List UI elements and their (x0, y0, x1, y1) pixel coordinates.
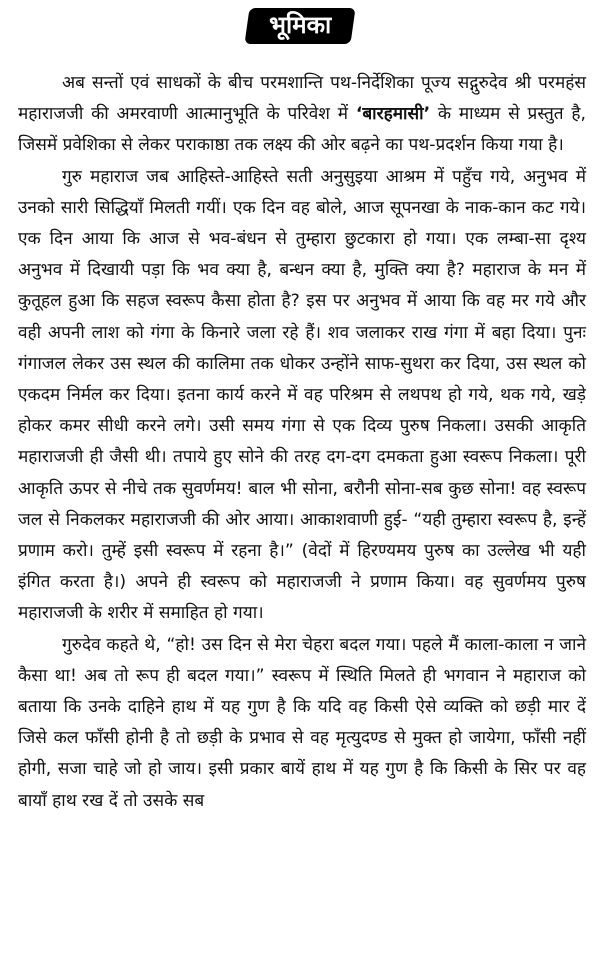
paragraph-intro-end: के माध्यम से प्रस्तुत है, जिसमें प्रवेशिका से लेकर पराकाष्ठा तक लक्ष्य की ओर बढ़ने का पथ-प्रदर्शन किया गया है। (18, 104, 586, 156)
page-title: भूमिका (269, 11, 332, 39)
paragraph-intro-start: अब सन्तों एवं साधकों के बीच परमशान्ति पथ-निर्देशिका पूज्य सद्गुरुदेव श्री परमहंस महाराजजी की अमरवाणी आत्मानुभूति के परिवेश में (18, 73, 586, 125)
bold-title-barahmasi: ‘बारहमासी’ (355, 104, 431, 125)
paragraph-experience: गुरु महाराज जब आहिस्ते-आहिस्ते सती अनुसुइया आश्रम में पहुँच गये, अनुभव में उनको सारी सिद्धियाँ मिलती गयीं। एक दिन वह बोले, आज सूपनखा के नाक-कान कट गये। एक दिन आया कि आज से भव-बंधन से तुम्हारा छुटकारा हो गया। एक लम्बा-सा दृश्य अनुभव में दिखायी पड़ा कि भव क्या है, बन्धन क्या है, मुक्ति क्या है? महाराज के मन में कुतूहल हुआ कि सहज स्वरूप कैसा होता है? इस पर अनुभव में आया कि वह मर गये और वही अपनी लाश को गंगा के किनारे जला रहे हैं। शव जलाकर राख गंगा में बहा दिया। पुनः गंगाजल लेकर उस स्थल की कालिमा तक धोकर उन्होंने साफ-सुथरा कर दिया, उस स्थल को एकदम निर्मल कर दिया। इतना कार्य करने में वह परिश्रम से लथपथ हो गये, थक गये, खड़े होकर कमर सीधी करने लगे। उसी समय गंगा से एक दिव्य पुरुष निकला। उसकी आकृति महाराजजी ही जैसी थी। तपाये हुए सोने की तरह दग-दग दमकता हुआ स्वरूप निकला। पूरी आकृति ऊपर से नीचे तक सुवर्णमय! बाल भी सोना, बरौनी सोना-सब कुछ सोना! वह स्वरूप जल से निकलकर महाराजजी की ओर आया। आकाशवाणी हुई- “यही तुम्हारा स्वरूप है, इन्हें प्रणाम करो। तुम्हें इसी स्वरूप में रहना है।” (वेदों में हिरण्यमय पुरुष का उल्लेख भी यही इंगित करता है।) अपने ही स्वरूप को महाराजजी ने प्रणाम किया। वह सुवर्णमय पुरुष महाराजजी के शरीर में समाहित हो गया। (18, 166, 586, 624)
paragraph-gurudev: गुरुदेव कहते थे, “हो! उस दिन से मेरा चेहरा बदल गया। पहले मैं काला-काला न जाने कैसा था! अब तो रूप ही बदल गया।” स्वरूप में स्थिति मिलते ही भगवान ने महाराज को बताया कि उनके दाहिने हाथ में यह गुण है कि यदि वह किसी ऐसे व्यक्ति को छड़ी मार दें जिसे कल फाँसी होनी है तो छड़ी के प्रभाव से वह मृत्युदण्ड से मुक्त हो जायेगा, फाँसी नहीं होगी, सजा चाहे जो हो जाय। इसी प्रकार बायें हाथ में यह गुण है कि किसी के सिर पर वह बायाँ हाथ रख दें तो उसके सब (18, 634, 586, 811)
paragraph-intro (18, 68, 586, 162)
heading-container (0, 8, 600, 44)
body-text (18, 68, 586, 817)
page-title-badge (244, 8, 355, 44)
